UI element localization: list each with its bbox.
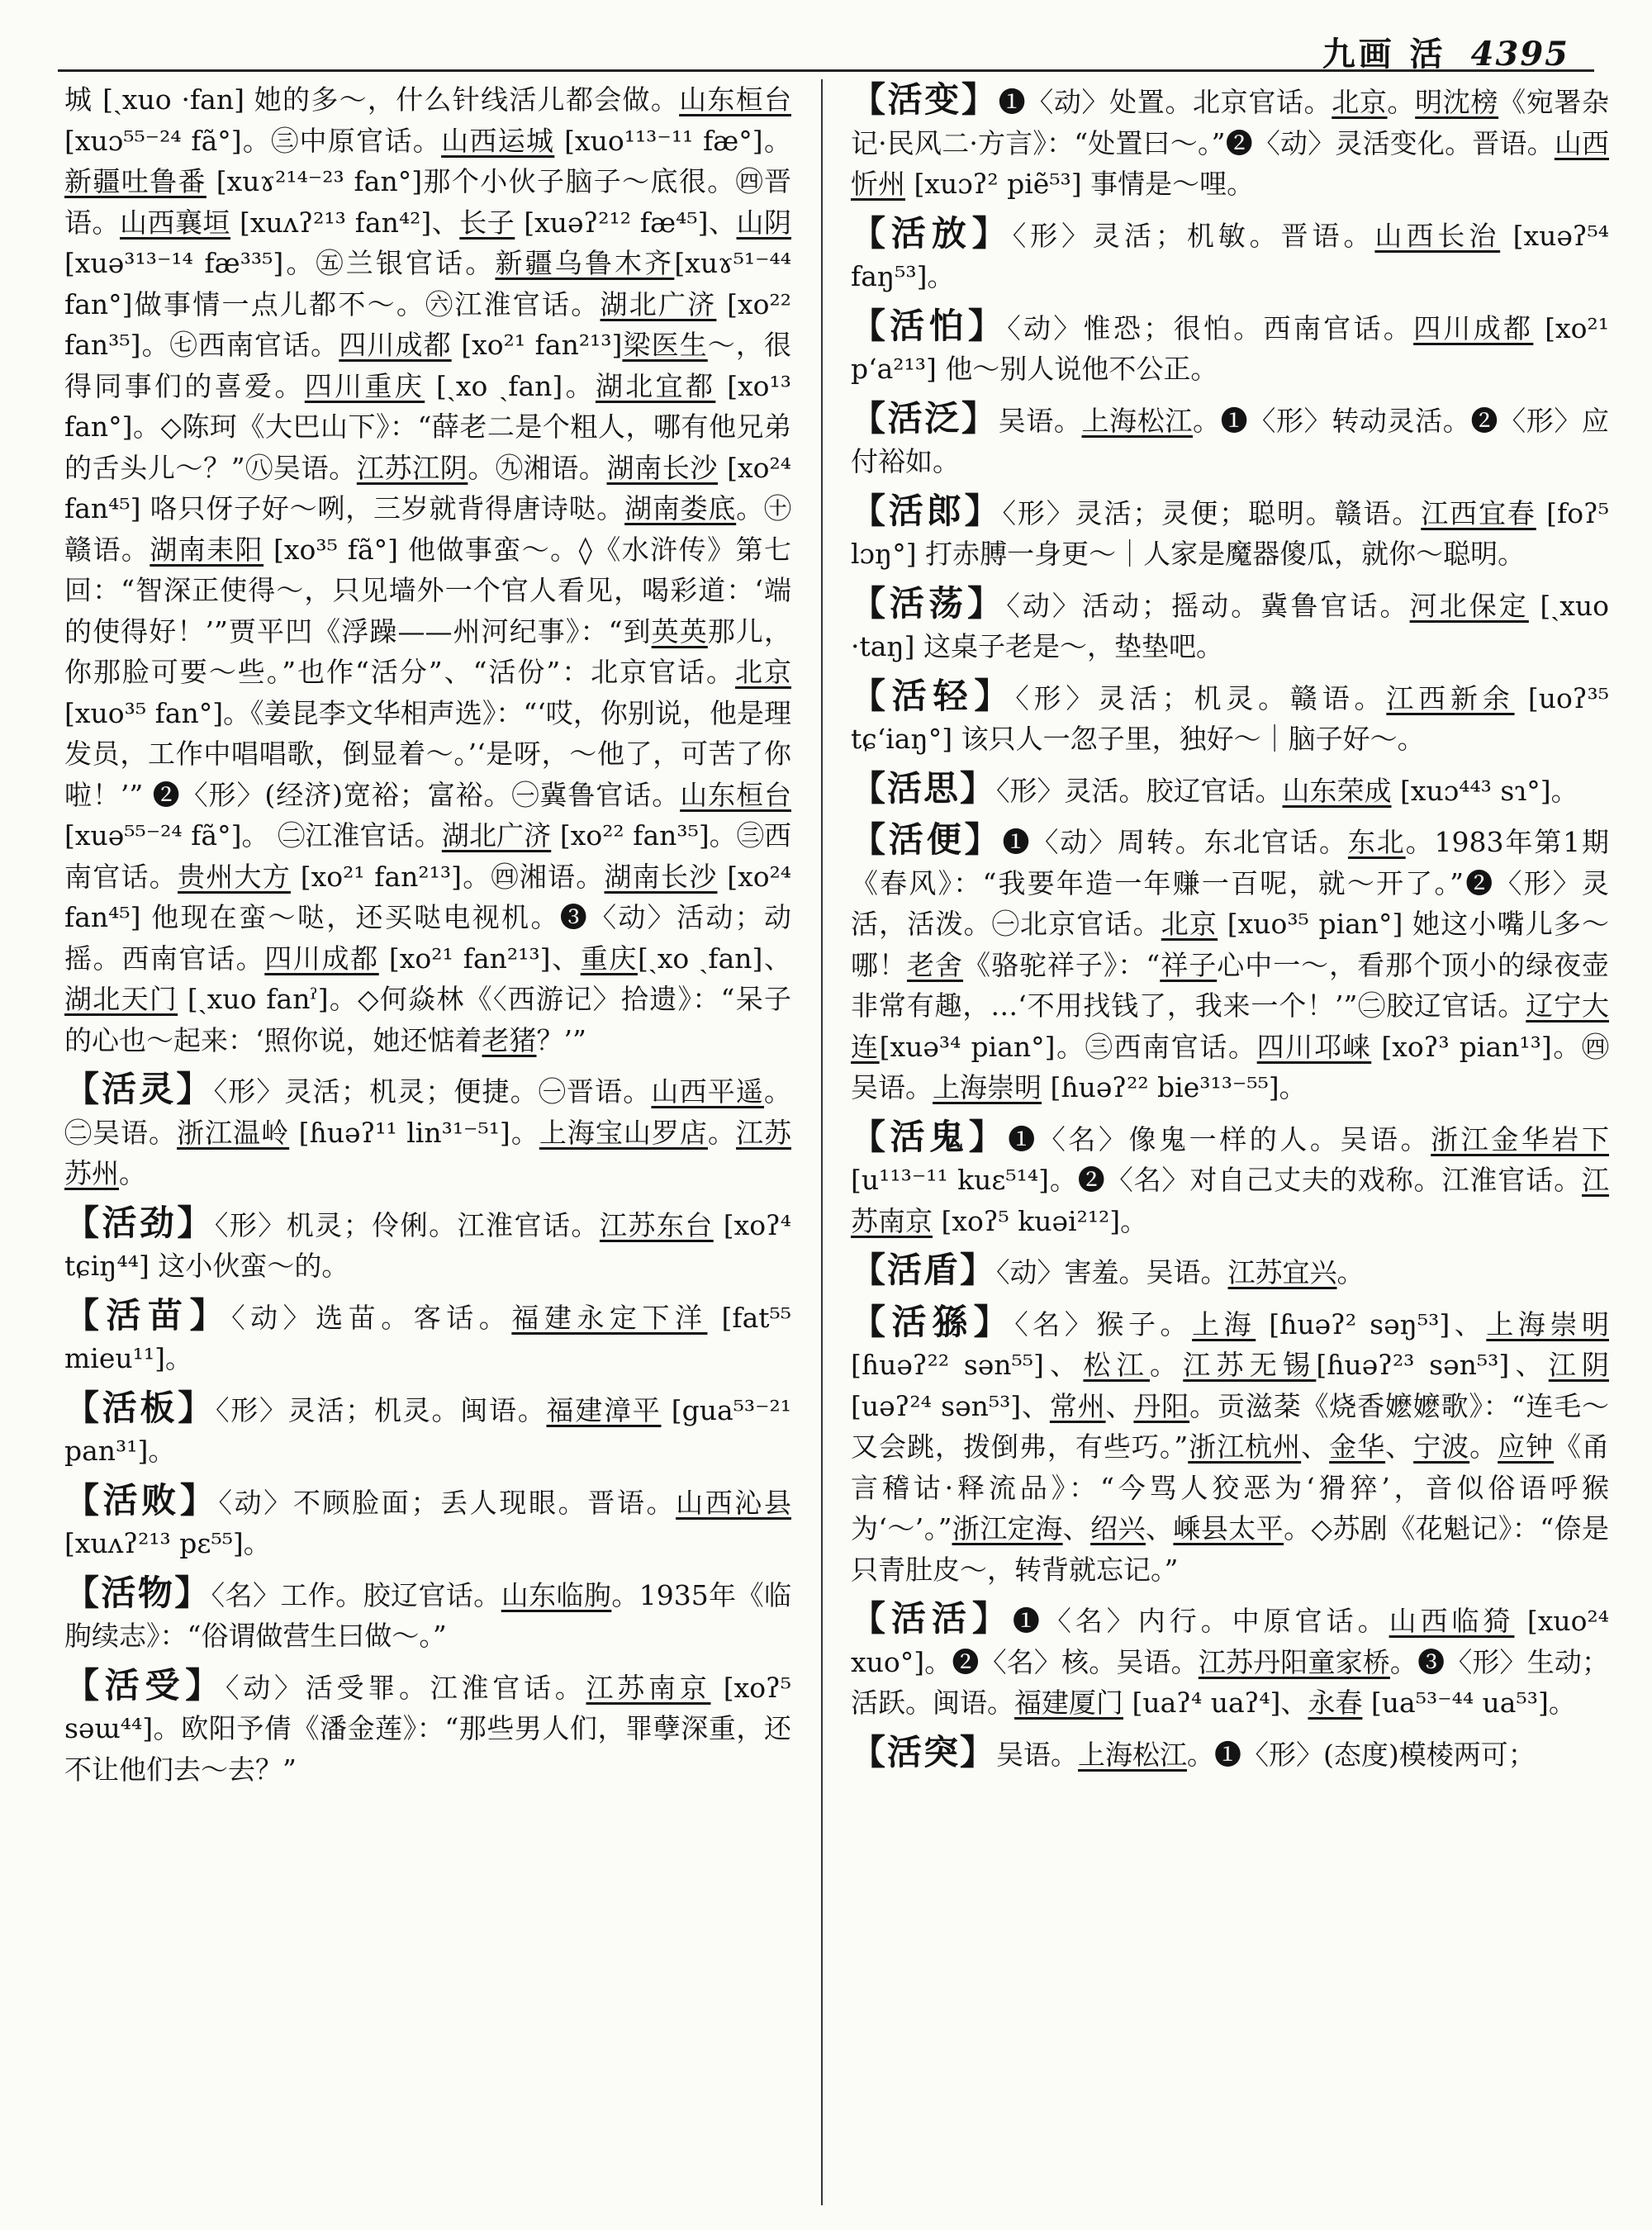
header-rule [58,69,1594,72]
underlined-term: 新疆吐鲁番 [64,165,206,197]
entry-text: 、 [1062,1512,1091,1544]
entry-headword: 【活郎】 [851,490,1003,531]
entry-headword: 【活轻】 [851,675,1016,716]
underlined-term: 山西运城 [441,124,555,157]
entry-text: [xoʔ⁵ səɯ⁴⁴]。欧阳予倩《潘金莲》：“那些男人们，罪孽深重，还不让他们去～去？” [64,1671,791,1786]
entry-text: [ua⁵³⁻⁴⁴ ua⁵³]。 [1362,1687,1576,1719]
entry-text: ❶〈名〉内行。中原官话。 [1012,1605,1389,1637]
underlined-term: 北京 [1161,908,1218,940]
running-head [1322,28,1569,75]
entry-text: 心中一～，看那个顶小的绿夜壶非常有趣，…‘不用找钱了，我来一个！’”㊁胶辽官话。 [851,948,1609,1022]
dictionary-entry [64,1388,791,1472]
entry-text: 。 [1336,1256,1365,1288]
entry-text: 吴语。 [996,1738,1079,1771]
underlined-term: 四川成都 [1413,311,1534,344]
dictionary-entry [851,213,1609,297]
underlined-term: 宁波 [1413,1431,1470,1463]
entry-text: ？’” [536,1023,586,1056]
entry-text: 〈动〉不顾脸面；丢人现眼。晋语。 [218,1486,676,1519]
entry-text: 城 [ˏxuo ·fan] 她的多～，什么针线活儿都会做。 [64,83,680,116]
entry-text: [xuəʔ²¹² fæ⁴⁵]、 [515,206,737,239]
entry-text: ～，很得同事们的喜爱。 [64,329,791,402]
underlined-term: 湖北广济 [441,819,552,852]
dictionary-entry [851,1598,1609,1724]
underlined-term: 山阴 [736,206,791,239]
right-column [851,79,1609,2213]
entry-text: 。㊈湘语。 [468,451,607,484]
entry-text: [ɦuəʔ² səŋ⁵³]、 [1256,1307,1487,1340]
dictionary-entry [64,79,791,1060]
dictionary-entry [851,1732,1609,1776]
entry-text: [fat⁵⁵ mieu¹¹]。 [64,1301,791,1374]
entry-text: [xuə³⁴ pian°]。㊂西南官话。 [879,1030,1257,1063]
entry-text: 。 [1469,1431,1498,1463]
entry-text: [xoʔ⁵ kuəi²¹²]。 [933,1204,1148,1237]
entry-text: 〈形〉灵活。胶辽官话。 [996,774,1283,807]
underlined-term: 常州 [1049,1389,1106,1422]
entry-text: 〈名〉猴子。 [1014,1307,1193,1340]
underlined-term: 江苏南京 [851,1164,1609,1237]
entry-text: [u¹¹³⁻¹¹ kuɛ⁵¹⁴]。❷〈名〉对自己丈夫的戏称。江淮官话。 [851,1164,1582,1196]
underlined-term: 祥子 [1160,948,1218,981]
underlined-term: 北京 [735,656,791,688]
entry-text: 〈动〉惟恐；很怕。西南官话。 [1007,311,1414,344]
entry-text: [xuɔʔ² piẽ⁵³] 事情是～哩。 [905,168,1255,200]
underlined-term: 上海 [1192,1307,1256,1340]
entry-text: [xuʌʔ²¹³ pɛ⁵⁵]。 [64,1527,271,1559]
dictionary-entry [64,1665,791,1791]
underlined-term: 湖南耒阳 [150,533,264,566]
entry-text: 。 [119,1157,146,1189]
underlined-term: 江阴 [1548,1349,1609,1381]
entry-text: 。㊉赣语。 [64,492,791,566]
entry-text: [xo²² fan³⁵]。㊆西南官话。 [64,287,791,361]
dictionary-entry [851,676,1609,760]
entry-headword: 【活变】 [851,79,999,120]
underlined-term: 梁医生 [622,329,708,361]
entry-text: [xo²¹ pʻa²¹³] 他～别人说他不公正。 [851,311,1609,385]
underlined-term: 山西忻州 [851,126,1609,200]
left-column [64,79,791,2213]
entry-text: [xuɤ⁵¹⁻⁴⁴ fan°]做事情一点儿都不～。㊅江淮官话。 [64,247,791,320]
entry-text: 。◇苏剧《花魁记》：“倷是只青肚皮～，转背就忘记。” [851,1512,1609,1586]
entry-text: 《宛署杂记·民风二·方言》：“处置曰～。”❷〈动〉灵活变化。晋语。 [851,86,1609,159]
underlined-term: 河北保定 [1409,589,1529,622]
underlined-term: 湖南长沙 [604,860,718,893]
entry-text: [gua⁵³⁻²¹ pan³¹]。 [64,1393,791,1467]
entry-text: [ɦuəʔ¹¹ lin³¹⁻⁵¹]。 [289,1116,539,1149]
entry-text: [xoʔ⁴ tɕiŋ⁴⁴] 这小伙蛮～的。 [64,1208,791,1282]
entry-text: [ˏxo ˏfan]、 [637,942,791,975]
entry-text: [xuɔ⁵⁵⁻²⁴ fã°]。㊂中原官话。 [64,124,442,157]
entry-headword: 【活便】 [851,819,1003,860]
underlined-term: 福建漳平 [546,1393,662,1426]
underlined-term: 浙江温岭 [177,1116,290,1149]
page-number: 4395 [1470,35,1569,74]
dictionary-entry [64,1203,791,1287]
underlined-term: 浙江金华岩下 [1431,1122,1609,1155]
underlined-term: 山东荣成 [1282,774,1392,807]
entry-text: [xuə⁵⁵⁻²⁴ fã°]。 ㊁江淮官话。 [64,819,442,852]
underlined-term: 松江 [1083,1349,1150,1381]
dictionary-entry [851,583,1609,667]
entry-text: [xuo¹¹³⁻¹¹ fæ°]。 [554,124,791,157]
entry-headword: 【活板】 [64,1387,216,1428]
entry-headword: 【活灵】 [64,1069,214,1109]
underlined-term: 山西襄垣 [120,206,231,239]
entry-headword: 【活突】 [851,1731,997,1772]
underlined-term: 江苏无锡 [1183,1349,1317,1381]
entry-headword: 【活鬼】 [851,1116,1009,1157]
entry-text: [xuɤ²¹⁴⁻²³ fan°]那个小伙子脑子～底很。㊃晋语。 [64,165,791,239]
entry-text: 、 [1385,1431,1414,1463]
entry-headword: 【活活】 [851,1598,1013,1639]
entry-text: 那儿，你那脸可要～些。”也作“活分”、“活份”：北京官话。 [64,614,791,688]
underlined-term: 湖北广济 [600,287,717,320]
entry-text: 、 [1301,1431,1330,1463]
underlined-term: 福建厦门 [1014,1687,1123,1719]
entry-text: 《甬言稽诂·释流品》：“今骂人狡恶为‘猾猝’，音似俗语呼猴为‘～’。” [851,1431,1609,1544]
underlined-term: 江苏丹阳童家桥 [1198,1645,1390,1678]
underlined-term: 贵州大方 [178,860,291,893]
dictionary-entry [64,1069,791,1194]
entry-text: 〈形〉机灵；伶俐。江淮官话。 [214,1208,600,1241]
underlined-term: 长子 [459,206,515,239]
underlined-term: 东北 [1347,826,1406,858]
underlined-term: 山东桓台 [679,83,791,116]
underlined-term: 浙江杭州 [1188,1431,1302,1463]
entry-headword: 【活苗】 [64,1294,232,1336]
entry-headword: 【活怕】 [851,305,1008,346]
underlined-term: 江苏东台 [599,1208,714,1241]
section-title: 九画 活 [1322,35,1446,74]
entry-text: 。❶〈形〉(态度)模棱两可； [1187,1738,1536,1771]
entry-text: 〈形〉灵活；机灵。闽语。 [216,1393,547,1426]
underlined-term: 浙江定海 [952,1512,1063,1544]
underlined-term: 江苏南京 [586,1671,711,1704]
entry-headword: 【活泛】 [851,397,999,439]
dictionary-entry [851,491,1609,575]
entry-text: [xuo²⁴ xuo°]。❷〈名〉核。吴语。 [851,1605,1609,1678]
underlined-term: 山西长治 [1374,219,1501,252]
dictionary-entry [851,1117,1609,1242]
dictionary-entry [851,768,1609,812]
underlined-term: 江苏江阴 [356,451,468,484]
entry-text: 〈形〉灵活；机灵；便捷。㊀晋语。 [213,1075,652,1108]
underlined-term: 上海松江 [1078,1738,1188,1771]
underlined-term: 新疆乌鲁木齐 [495,247,675,279]
underlined-term: 四川邛崃 [1256,1030,1372,1063]
entry-text: [xuəʔ⁵⁴ faŋ⁵³]。 [851,219,1609,292]
entry-text: 。❸〈形〉生动；活跃。闽语。 [851,1645,1609,1719]
entry-text: [ɦuəʔ²³ sən⁵³]、 [1316,1349,1549,1381]
entry-text: 。 [1149,1349,1184,1381]
entry-text: [xo³⁵ fã°] 他做事蛮～。◊《水浒传》第七回：“智深正使得～，只见墙外一个官人看见，喝彩道：‘端的使得好！’”贾平凹《浮躁——州河纪事》：“到 [64,533,791,648]
dictionary-entry [851,79,1609,205]
underlined-term: 山西沁县 [676,1486,791,1519]
entry-text: 。❶〈形〉转动灵活。❷〈形〉应付裕如。 [851,404,1609,477]
entry-text: [xoʔ³ pian¹³]。㊃吴语。 [851,1030,1609,1103]
entry-text: [xuɔ⁴⁴³ sɿ°]。 [1391,774,1578,807]
entry-text: 、 [1105,1389,1134,1422]
underlined-term: 英英 [651,614,708,648]
entry-text: [xo²¹ fan²¹³]。㊃湘语。 [291,860,605,893]
entry-headword: 【活猻】 [851,1301,1015,1342]
dictionary-entry [851,1250,1609,1293]
underlined-term: 湖南娄底 [624,492,737,524]
entry-text: [foʔ⁵ lɔŋ°] 打赤膊一身更～｜人家是魔器傻瓜，就你～聪明。 [851,496,1609,570]
entry-headword: 【活荡】 [851,582,1007,624]
entry-text: ❶〈名〉像鬼一样的人。吴语。 [1008,1122,1431,1155]
entry-headword: 【活盾】 [851,1250,997,1290]
underlined-term: 金华 [1329,1431,1386,1463]
entry-text: 。㊁吴语。 [64,1075,791,1149]
entry-text: [ˏxuo ·taŋ] 这桌子老是～，垫垫吧。 [851,589,1609,662]
entry-text: [xo²¹ fan²¹³]、 [378,942,581,975]
underlined-term: 山西临猗 [1389,1605,1515,1637]
underlined-term: 上海崇明 [933,1071,1042,1103]
underlined-term: 上海宝山罗店 [539,1116,708,1149]
underlined-term: 山东桓台 [680,778,791,811]
entry-headword: 【活败】 [64,1479,219,1521]
underlined-term: 四川成都 [264,942,379,975]
entry-headword: 【活思】 [851,767,997,809]
entry-text: 、 [1145,1512,1174,1544]
entry-text: ❶〈动〉处置。北京官话。 [998,86,1332,118]
underlined-term: 四川成都 [339,329,452,361]
entry-text: [ɦuəʔ²² bie³¹³⁻⁵⁵]。 [1042,1071,1307,1103]
entry-text: [uoʔ³⁵ tɕʻiaŋ°] 该只人一忽子里，独好～｜脑子好～。 [851,681,1609,755]
dictionary-entry [851,1302,1609,1591]
underlined-term: 山西平遥 [651,1075,765,1108]
entry-text: 。1935年《临朐续志》：“俗谓做营生曰做～。” [64,1578,791,1652]
entry-text: 。贡滋棻《烧香嬷嬷歌》：“连毛～又会跳，拨倒弗，有些巧。” [851,1389,1609,1463]
entry-text: [uaʔ⁴ uaʔ⁴]、 [1123,1687,1308,1719]
entry-text: [xo²⁴ fan⁴⁵] 他现在蛮～哒，还买哒电视机。❸〈动〉活动；动摇。西南官话。 [64,860,791,975]
underlined-term: 湖北宜都 [595,369,716,402]
underlined-term: 丹阳 [1133,1389,1190,1422]
underlined-term: 福建永定下洋 [511,1301,708,1334]
entry-text: [xuo³⁵ fan°]。《姜昆李文华相声选》：“‘哎，你别说，他是理发员，工作中唱唱歌，倒显着～。’‘是呀，～他了，可苦了你啦！’” ❷〈形〉(经济)宽裕；富裕。㊀冀鲁官话。 [64,696,791,811]
entry-text: 〈形〉灵活；机灵。赣语。 [1015,681,1387,714]
underlined-term: 上海松江 [1081,404,1194,437]
entry-text: [xo²⁴ fan⁴⁵] 咯只伢子好～咧，三岁就背得唐诗哒。 [64,451,791,524]
entry-text: [ˏxuo fanˀ]。◇何焱林《〈西游记〉拾遗》：“呆子的心也～起来：‘照你说，她还惦着 [64,983,791,1056]
underlined-term: 重庆 [580,942,638,975]
underlined-term: 江苏宜兴 [1227,1256,1337,1288]
underlined-term: 山东临朐 [501,1578,612,1611]
entry-text: [xuə³¹³⁻¹⁴ fæ³³⁵]。㊄兰银官话。 [64,247,496,279]
entry-text: [ɦuəʔ²² sən⁵⁵]、 [851,1349,1084,1381]
dictionary-entry [851,819,1609,1108]
dictionary-entry [851,306,1609,390]
dictionary-entry [64,1480,791,1564]
underlined-term: 辽宁大连 [851,989,1609,1063]
underlined-term: 湖北天门 [64,983,178,1015]
entry-text: [xo¹³ fan°]。◇陈珂《大巴山下》：“薛老二是个粗人，哪有他兄弟的舌头儿～？”㊇吴语。 [64,369,791,484]
entry-text: [xo²¹ fan²¹³] [451,329,623,361]
dictionary-entry [64,1573,791,1657]
entry-text: ❶〈动〉周转。东北官话。 [1002,826,1348,858]
underlined-term: 湖南长沙 [606,451,719,484]
entry-text: 〈形〉灵活；灵便；聪明。赣语。 [1002,496,1422,529]
entry-text: [xuʌʔ²¹³ fan⁴²]、 [230,206,460,239]
entry-headword: 【活放】 [851,212,1013,254]
underlined-term: 北京 [1332,86,1388,118]
entry-text: [ˏxo ˏfan]。 [425,369,596,402]
underlined-term: 老舍 [906,948,963,981]
underlined-term: 四川重庆 [304,369,425,402]
entry-headword: 【活物】 [64,1572,211,1613]
entry-text: [xuo³⁵ pian°] 她这小嘴儿多～哪！ [851,908,1609,981]
entry-text: 〈动〉活受罪。江淮官话。 [225,1671,586,1704]
underlined-term: 永春 [1308,1687,1363,1719]
entry-text: 〈名〉工作。胶辽官话。 [211,1578,501,1611]
entry-text: 〈形〉灵活；机敏。晋语。 [1012,219,1375,252]
entry-headword: 【活受】 [64,1664,225,1706]
dictionary-entry [851,398,1609,482]
underlined-term: 应钟 [1498,1431,1555,1463]
dictionary-entry [64,1295,791,1379]
entry-text: [uəʔ²⁴ sən⁵³]、 [851,1389,1050,1422]
entry-text: 〈动〉害羞。吴语。 [996,1256,1228,1288]
entry-text: 。 [707,1116,736,1149]
underlined-term: 江西宜春 [1421,496,1536,529]
underlined-term: 上海崇明 [1486,1307,1609,1340]
column-divider [821,79,823,2205]
entry-text: 吴语。 [998,404,1082,437]
underlined-term: 嵊县太平 [1173,1512,1284,1544]
entry-text: [xo²² fan³⁵]。㊂西南官话。 [64,819,791,893]
underlined-term: 江苏苏州 [64,1116,791,1189]
entry-text: 《骆驼祥子》：“ [962,948,1161,981]
entry-text: 。1983年第1期《春风》：“我要年造一年赚一百呢，就～开了。”❷〈形〉灵活，活泼。㊀北京官话。 [851,826,1609,940]
underlined-term: 江西新余 [1386,681,1515,714]
underlined-term: 老猪 [482,1023,537,1056]
underlined-term: 明沈榜 [1415,86,1499,118]
entry-text: 。 [1387,86,1416,118]
entry-text: 〈动〉活动；摇动。冀鲁官话。 [1006,589,1410,622]
underlined-term: 绍兴 [1090,1512,1146,1544]
entry-text: 〈动〉选苗。客话。 [231,1301,512,1334]
entry-headword: 【活劲】 [64,1202,215,1243]
